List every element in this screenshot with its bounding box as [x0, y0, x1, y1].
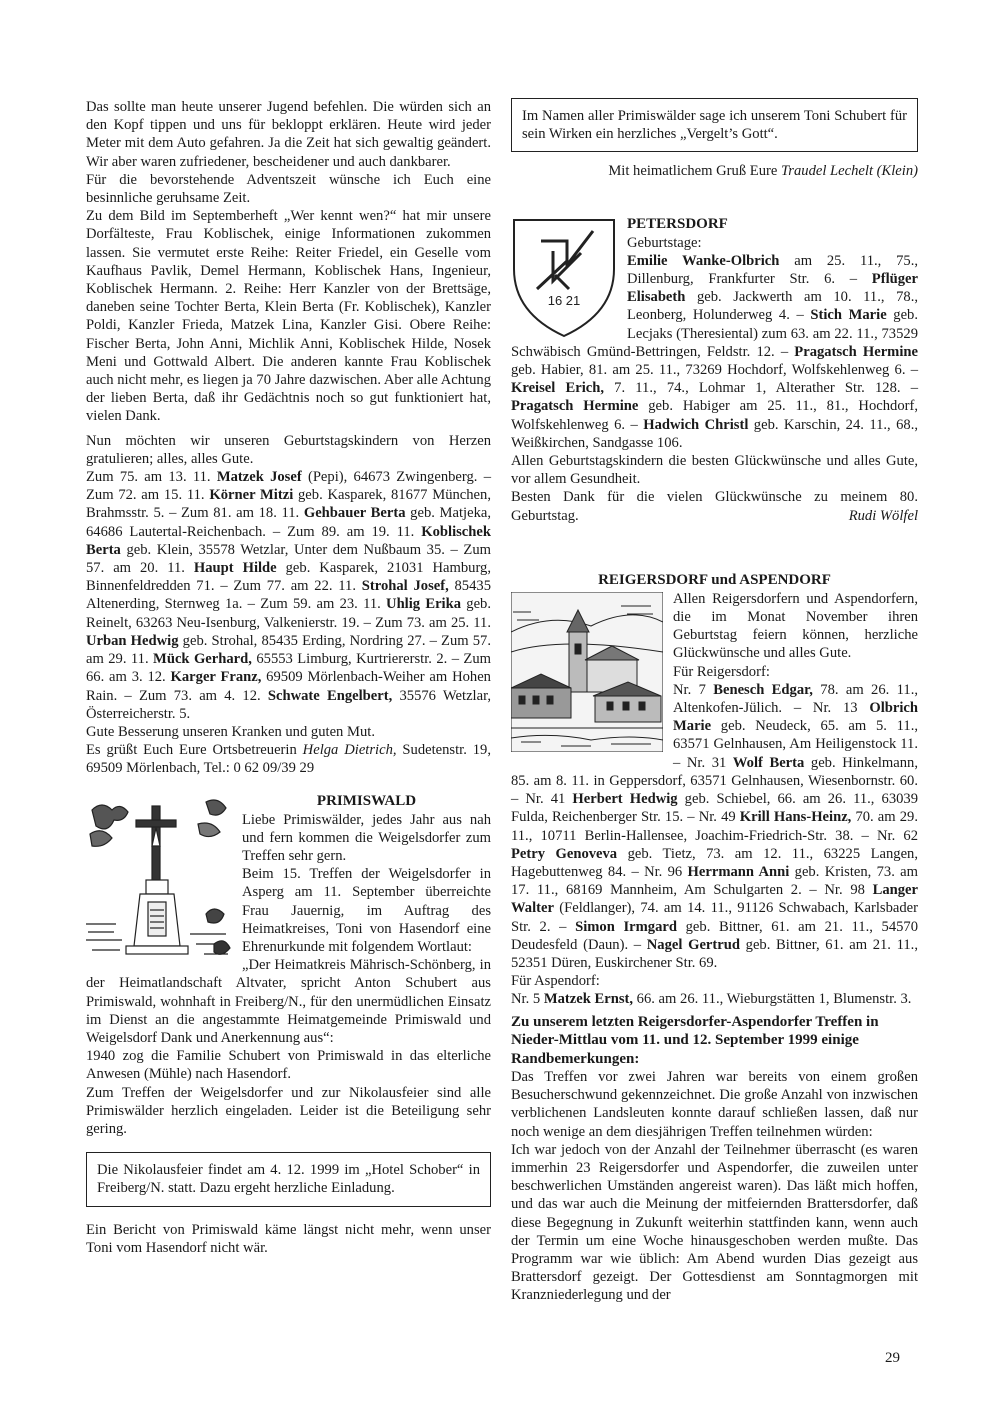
treffen-paragraph-1: Das Treffen vor zwei Jahren war bereits von einem großen Besucherschwund gekennzeichnet. Die große Anzahl von inzwischen verblichenen Landsleuten konnte darauf schließen lassen, daß nur noch wenige an dem diesjährigen Treffen teilnehmen würden:	[511, 1069, 918, 1140]
birthday-intro: Nun möchten wir unseren Geburtstagskindern von Herzen gratulieren; alles, alles Gute.	[86, 432, 491, 467]
person-name: Hadwich Christl	[643, 416, 749, 433]
crest-year: 16 21	[547, 292, 581, 308]
person-name: Benesch Edgar,	[713, 681, 813, 698]
left-column	[86, 98, 491, 1257]
person-name: Matzek Ernst,	[543, 991, 634, 1008]
run-text: Nr. 7	[673, 681, 714, 698]
person-name: Mück Gerhard,	[153, 651, 252, 668]
greeting-name: Helga Dietrich,	[302, 742, 397, 759]
signature-prefix: Mit heimatlichem Gruß Eure	[608, 163, 781, 180]
intro-paragraph-1: Das sollte man heute unserer Jugend befehlen. Die würden sich an den Kopf tippen und uns für bekloppt erklären. Heute wird jeder Meter mit dem Auto gefahren. Ja die Zeit hat sich gewaltig geändert. Wir aber waren zufriedener, bescheidener und auch dankbarer.	[86, 99, 491, 170]
signature-line	[511, 162, 918, 180]
intro-paragraph-2: Für die bevorstehende Adventszeit wünsche ich Euch eine besinnliche geruhsame Zeit.	[86, 171, 491, 207]
run-text: geb. Kasparek, 21031 Hamburg, Binnenfeldredden 71. – Zum 77. am 22. 11.	[86, 560, 491, 595]
run-text: geb. Klein, 35578 Wetzlar, Unter dem Nußbaum 35. – Zum 57. am 20. 11.	[86, 541, 491, 577]
run-text: geb. Jackwerth am 10. 11., 78., Leonberg, Holunderweg 4. –	[627, 289, 918, 324]
primiswald-paragraph-4: 1940 zog die Familie Schubert von Primiswald in das elterliche Anwesen (Mühle) nach Hasendorf.	[86, 1048, 491, 1083]
run-text: 66. am 26. 11., Wieburgstätten 1, Blumenstr. 3.	[633, 991, 912, 1008]
run-text: (Feldlanger), 74. am 14. 11., 91126 Schwabach, Karlsbader Str. 2. –	[511, 900, 918, 935]
greeting-prefix: Es grüßt Euch Eure Ortsbetreuerin	[86, 742, 303, 759]
run-text: geb. Neudeck, 65. am 5. 11., 63571 Gelnhausen, Am Heiligenstock 11. – Nr. 31	[673, 718, 918, 771]
run-text: geb. Habier, 81. am 25. 11., 73269 Hochdorf, Wolfskehlenweg 6. –	[511, 362, 918, 379]
petersdorf-thanks	[511, 488, 918, 524]
person-name: Pragatsch Hermine	[511, 398, 639, 415]
run-text: geb. Bittner, 61. am 21. 11., 54570 Deudesfeld (Daun). –	[511, 918, 919, 953]
person-name: Pragatsch Hermine	[794, 343, 918, 360]
person-name: Kreisel Erich,	[511, 380, 604, 397]
run-text: geb. Tietz, 73. am 12. 11., 63225 Langen, Hagebuttenweg 84. – Nr. 96	[511, 845, 918, 880]
primiswald-paragraph-1: Liebe Primiswälder, jedes Jahr aus nah und fern kommen die Weigelsdorfer zum Treffen sehr gern.	[242, 811, 491, 864]
person-name: Pflüger Elisabeth	[627, 271, 918, 306]
right-column	[511, 98, 918, 1305]
reigersdorf-section	[511, 571, 918, 1305]
person-name: Langer Walter	[511, 882, 918, 917]
birthday-list	[86, 468, 491, 723]
petersdorf-signature: Rudi Wölfel	[848, 507, 918, 524]
run-text: 78. am 26. 11., Altenkofen-Jülich. – Nr. 13	[673, 681, 918, 717]
primiswald-section	[86, 792, 491, 1139]
person-name: Haupt Hilde	[193, 560, 277, 577]
person-name: Karger Franz,	[170, 669, 262, 686]
run-text: geb. Habiger am 25. 11., 81., Hochdorf, Wolfskehlenweg 6. –	[511, 398, 918, 433]
person-name: Olbrich Marie	[673, 700, 918, 735]
run-text: geb. Strohal, 85435 Erding, Nordring 27. – Zum 57. am 29. 11.	[86, 632, 492, 668]
run-text: geb. Reinelt, 63263 Neu-Isenburg, Valkenierstr. 19. – Zum 73. am 25. 11.	[86, 596, 492, 631]
petersdorf-section	[511, 215, 918, 525]
run-text: geb. Kasparek, 81677 München, Brahmsstr. 5. – Zum 81. am 18. 11.	[86, 487, 491, 522]
run-text: 35576 Wetzlar, Österreicherstr. 5.	[86, 687, 492, 722]
run-text: geb. Matjeka, 64686 Lautertal-Reichenbach. – Zum 89. am 19. 11.	[86, 505, 491, 540]
person-name: Stich Marie	[810, 307, 887, 324]
person-name: Herbert Hedwig	[572, 791, 678, 808]
primiswald-paragraph-2: Beim 15. Treffen der Weigelsdorfer in Asperg am 11. September überreichte Frau Jauernig, im Auftrag des Heimatkreises, Toni von Hasendorf eine Ehrenurkunde mit folgendem Wortlaut:	[242, 866, 491, 955]
person-name: Wolf Berta	[732, 754, 805, 771]
run-text: 69509 Mörlenbach-Weiher am Hohen Rain. – Zum 73. am 4. 12.	[86, 669, 491, 704]
aspendorf-label: Für Aspendorf:	[511, 973, 600, 990]
reigersdorf-label: Für Reigersdorf:	[673, 663, 770, 680]
run-text: geb. Kristen, 73. am 17. 11., 68169 Mannheim, Am Schulgarten 2. – Nr. 98	[511, 863, 919, 899]
run-text: geb. Schiebel, 66. am 26. 11., 63039 Fulda, Reichenberger Str. 15. – Nr. 49	[511, 791, 919, 826]
nikolaus-info-text: Die Nikolausfeier findet am 4. 12. 1999 im „Hotel Schober“ in Freiberg/N. statt. Dazu ergeht herzliche Einladung.	[97, 1162, 480, 1197]
primiswald-paragraph-3: „Der Heimatkreis Mährisch-Schönberg, in der Heimatlandschaft Altvater, spricht Anton Schubert aus Primiswald, wohnhaft in Freiberg/N., für den unermüdlichen Einsatz im Dienst an die angestammte Heimatgemeinde Primiswald und Weigelsdorf Dank und Anerkennung aus“:	[86, 957, 491, 1046]
person-name: Simon Irmgard	[575, 918, 677, 935]
signature-name: Traudel Lechelt (Klein)	[780, 163, 918, 180]
petersdorf-label: Geburtstage:	[627, 234, 702, 251]
greeting-text	[86, 741, 491, 777]
nikolaus-info-box	[86, 1152, 491, 1206]
run-text: geb. Lecjaks (Theresiental) zum 63. am 22. 11., 73529 Schwäbisch Gmünd-Bettringen, Feldstr. 12. –	[511, 307, 919, 360]
run-text: 7. 11., 74., Lohmar 1, Alterather Str. 128. –	[604, 380, 918, 397]
person-name: Urban Hedwig	[86, 632, 179, 649]
run-text: geb. Bittner, 61. am 21. 11., 52351 Düren, Euskirchener Str. 69.	[511, 936, 918, 971]
primiswald-paragraph-5: Zum Treffen der Weigelsdorfer und zur Nikolausfeier sind alle Primiswälder herzlich eingeladen. Leider ist die Beteiligung sehr gering.	[86, 1084, 491, 1137]
village-church-illustration	[511, 592, 663, 752]
run-text: 65553 Limburg, Kurtriererstr. 2. – Zum 66. am 3. 12.	[86, 651, 491, 686]
person-name: Krill Hans-Heinz,	[739, 809, 852, 826]
treffen-heading: Zu unserem letzten Reigersdorfer-Aspendorfer Treffen in Nieder-Mittlau vom 11. und 12. September 1999 einige Randbemerkungen:	[511, 1013, 879, 1067]
run-text: 85435 Altenerding, Sternweg 1a. – Zum 59. am 23. 11.	[86, 578, 491, 613]
thanks-box	[511, 98, 918, 152]
person-name: Matzek Josef	[216, 469, 302, 486]
get-well-text: Gute Besserung unseren Kranken und guten Mut.	[86, 723, 375, 740]
reigersdorf-intro: Allen Reigersdorfern und Aspendorfern, die im Monat November ihren Geburtstag feiern können, herzliche Glückwünsche und alles Gute.	[673, 590, 918, 662]
wayside-cross-illustration	[86, 794, 232, 960]
person-name: Schwate Engelbert,	[267, 687, 393, 704]
reigersdorf-heading: REIGERSDORF und ASPENDORF	[598, 571, 831, 588]
petersdorf-heading: PETERSDORF	[627, 215, 728, 232]
greeting-address: Sudetenstr. 19, 69509 Mörlenbach, Tel.: 0 62 09/39 29	[86, 742, 491, 777]
run-text: geb. Hinkelmann, 85. am 8. 11. in Geppersdorf, 63571 Gelnhausen, Wiesenbornstr. 60. – Nr. 41	[511, 754, 919, 808]
closing-text: Ein Bericht von Primiswald käme längst nicht mehr, wenn unser Toni vom Hasendorf nicht wär.	[86, 1221, 491, 1256]
run-text: Nr. 5	[511, 991, 544, 1008]
run-text: geb. Karschin, 24. 11., 68., Weißkirchen, Sandgasse 106.	[511, 416, 918, 451]
person-name: Uhlig Erika	[386, 596, 462, 613]
page-number: 29	[885, 1350, 900, 1366]
run-text: 70. am 29. 11., 10711 Berlin-Hallensee, Joachim-Friedrich-Str. 38. – Nr. 62	[511, 809, 918, 844]
run-text: am 25. 11., 75., Dillenburg, Frankfurter Str. 6. –	[627, 252, 918, 288]
thanks-message: Besten Dank für die vielen Glückwünsche zu meinem 80. Geburtstag.	[511, 489, 918, 524]
treffen-paragraph-2: Ich war jedoch von der Anzahl der Teilnehmer überrascht (es waren immerhin 23 Reigersdorfer und Aspendorfer, die zuweilen unter beschwerlichen Umständen angereist waren). Das läßt mich hoffen, und das war auch die Meinung der mitfeiernden Brattersdorfer, daß diese Begegnung in Zukunft weiterhin stattfinden kann, wenn auch der Termin um eine Woche hinausgeschoben werden mußte. Das Programm war wie üblich: Am Abend wurden Dias gezeigt aus Brattersdorf gezeigt. Der Gottesdienst am Sonntagmorgen mit Kranzniederlegung und der	[511, 1141, 918, 1304]
person-name: Körner Mitzi	[209, 487, 294, 504]
person-name: Emilie Wanke-Olbrich	[627, 252, 780, 269]
person-name: Petry Genoveva	[511, 845, 618, 862]
primiswald-heading: PRIMISWALD	[316, 792, 417, 809]
person-name: Nagel Gertrud	[646, 936, 740, 953]
intro-paragraph-3: Zu dem Bild im Septemberheft „Wer kennt wen?“ hat mir unsere Dorfälteste, Frau Koblischek, einige Informationen zukommen lassen. Sie vermutet erste Reihe: Reiter Friedel, ein Geselle vom Kaufhaus Pavlik, Demel Hermann, Koblischek Hans, Ingenieur, Koblischek Hermann. 2. Reihe: Herr Kanzler von der Brettsäge, daneben seine Tochter Berta, Klein Berta (Fr. Koblischek), Kanzler Poldi, Kanzler Frieda, Matzek Lina, Kanzler Gisi. Obere Reihe: Fischer Berta, John Anni, Michlik Anni, Koblischek Hilde, Nosek Meni und Gottwald Albert. Die anderen kannte Frau Koblischek auch nicht mehr, es liegen ja 70 Jahre dazwischen. Aber alle Achtung der lieben Berta, daß ihr Gedächtnis noch so gut funktioniert hat, vielen Dank.	[86, 208, 491, 425]
person-name: Strohal Josef,	[361, 578, 449, 595]
person-name: Herrmann Anni	[687, 863, 790, 880]
person-name: Koblischek Berta	[86, 523, 491, 558]
person-name: Gehbauer Berta	[303, 505, 406, 522]
thanks-text: Im Namen aller Primiswälder sage ich unserem Toni Schubert für sein Wirken ein herzliches „Vergelt’s Gott“.	[522, 108, 907, 143]
petersdorf-coat-of-arms	[511, 217, 617, 339]
run-text: (Pepi), 64673 Zwingenberg. – Zum 72. am 15. 11.	[86, 469, 491, 504]
run-text: Zum 75. am 13. 11.	[86, 469, 217, 486]
aspendorf-birthday-list	[511, 990, 918, 1008]
petersdorf-wishes: Allen Geburtstagskindern die besten Glückwünsche und alles Gute, vor allem Gesundheit.	[511, 453, 918, 488]
